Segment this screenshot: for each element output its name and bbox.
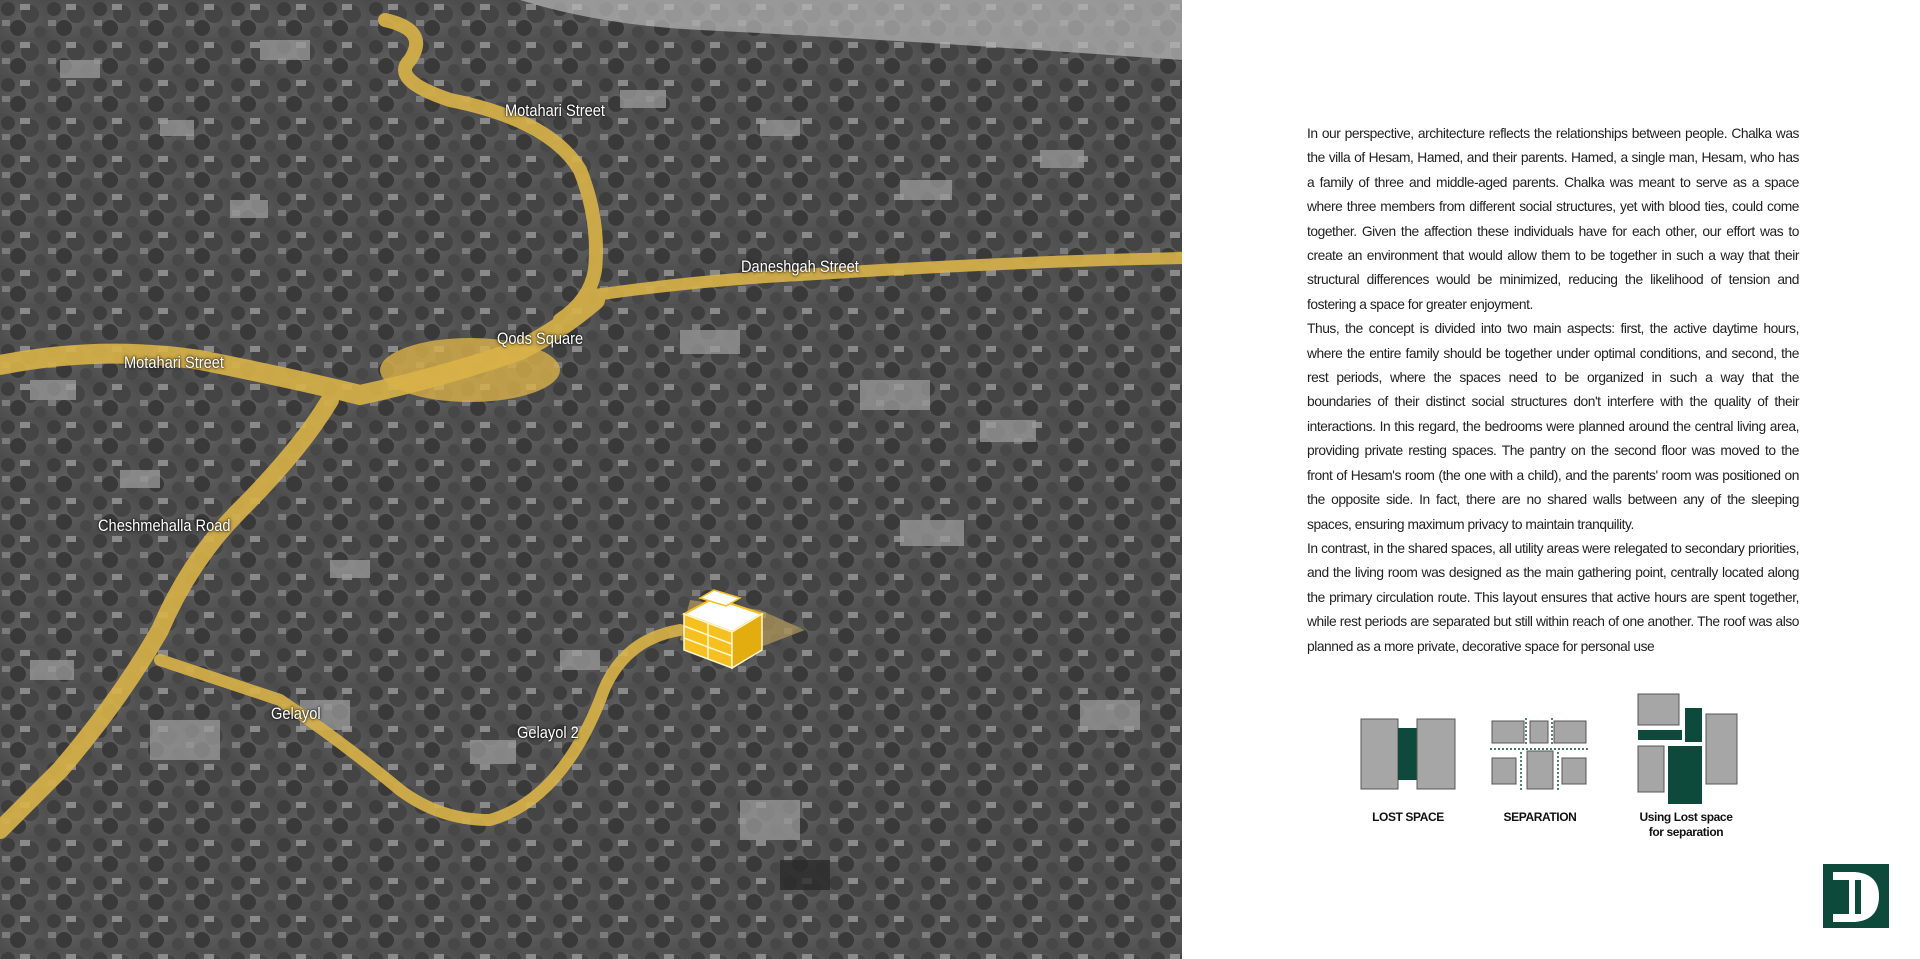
lost-space-graphic [1360,718,1460,793]
separation-graphic [1490,718,1590,793]
concept-description [1307,122,1799,659]
lost-space-caption: LOST SPACE [1372,810,1444,824]
using-lost-space-graphic [1636,692,1746,807]
street-label-cheshmehalla: Cheshmehalla Road [98,516,231,535]
diagram-lost-space [1360,718,1460,828]
brand-logo [1823,864,1889,928]
paragraph-3: In contrast, in the shared spaces, all utility areas were relegated to secondary priorities, and the living room was designed as the main gathering point, centrally located along the primary circulation route. This layout ensures that active hours are spent together, while rest periods are separated but still within reach of one another. The roof was also planned as a more private, decorative space for personal use [1307,540,1799,654]
street-label-motahari-north: Motahari Street [505,101,605,120]
diagram-using-lost-space [1636,692,1746,842]
paragraph-2: Thus, the concept is divided into two main aspects: first, the active daytime hours, where the entire family should be together under optimal conditions, and second, the rest periods, where the spaces need to be organized in such a way that the boundaries of their distinct social structures don't interfere with the quality of their interactions. In this regard, the bedrooms were planned around the central living area, providing private resting spaces. The pantry on the second floor was moved to the front of Hesam's room (the one with a child), and the parents' room was positioned on the opposite side. In fact, there are no shared walls between any of the sleeping spaces, ensuring maximum privacy to maintain tranquility. [1307,321,1799,532]
street-label-daneshgah: Daneshgah Street [741,257,859,276]
street-label-qods-square: Qods Square [497,329,584,348]
street-label-gelayol2: Gelayol 2 [517,723,579,742]
map-pool [780,860,830,890]
street-label-motahari-west: Motahari Street [124,353,224,372]
using-lost-space-caption-line1: Using Lost space [1639,810,1733,824]
paragraph-1: In our perspective, architecture reflects the relationships between people. Chalka was the villa of Hesam, Hamed, and their parents. Hamed, a single man, Hesam, who has a family of three and middle-aged parents. Chalka was meant to serve as a space where three members from different social structures, yet with blood ties, could come together. Given the affection these individuals have for each other, our effort was to create an environment that would allow them to be together in such a way that their structural differences would be minimized, reducing the likelihood of tension and fostering a space for greater enjoyment. [1307,126,1799,312]
diagram-separation [1490,718,1590,828]
using-lost-space-caption-line2: for separation [1648,825,1724,839]
street-label-gelayol: Gelayol [271,704,321,723]
separation-caption: SEPARATION [1503,810,1577,824]
